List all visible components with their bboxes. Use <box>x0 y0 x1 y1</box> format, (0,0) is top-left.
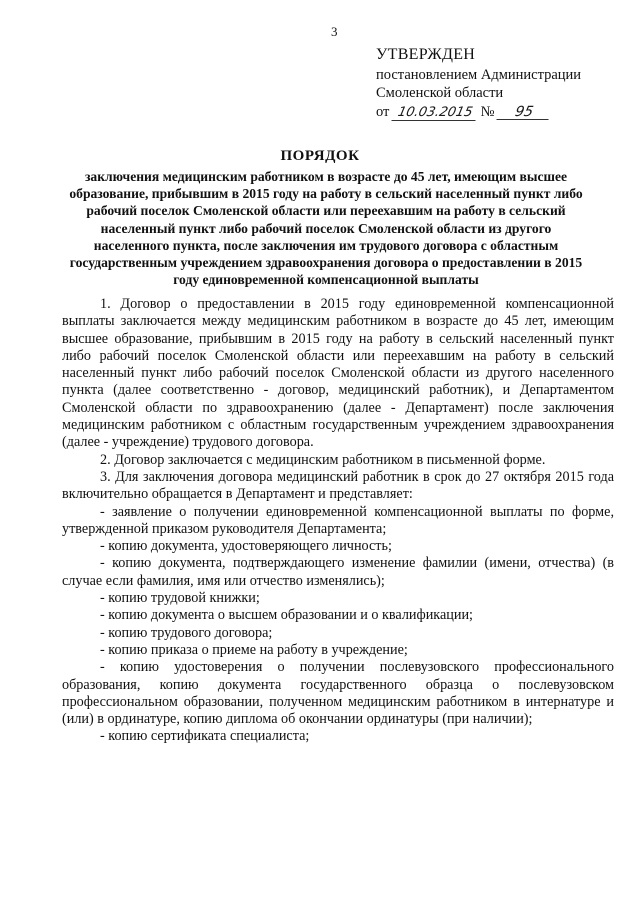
date-prefix: от <box>376 104 390 120</box>
list-item: - копию трудового договора; <box>100 624 273 641</box>
list-item: - копию документа, удостоверяющего личность; <box>100 538 392 555</box>
paragraph-3: 3. Для заключения договора медицинский работник в срок до 27 октября 2015 года включительно обращается в Департамент и представляет: <box>62 468 614 503</box>
approval-date-row <box>376 103 616 121</box>
handwritten-number: 95 <box>497 105 552 120</box>
paragraph-2: 2. Договор заключается с медицинским работником в письменной форме. <box>100 451 546 468</box>
document-title: ПОРЯДОК <box>280 148 360 164</box>
handwritten-date: 10.03.2015 <box>391 106 478 121</box>
document-body <box>62 296 614 746</box>
list-item: - заявление о получении единовременной компенсационной выплаты по форме, утвержденной приказом руководителя Департамента; <box>62 503 614 537</box>
list-item: - копию документа о высшем образовании и о квалификации; <box>100 607 473 624</box>
approval-line-2: Смоленской области <box>376 85 504 101</box>
approval-block <box>376 46 616 121</box>
list-item: - копию приказа о приеме на работу в учреждение; <box>100 641 408 658</box>
document-subtitle: заключения медицинским работником в возрасте до 45 лет, имеющим высшее образование, прибывшим в 2015 году на работу в сельский населенный пункт либо рабочий поселок Смоленской области или переехавшим на работу в сельский населенный пункт либо рабочий поселок Смоленской области из другого населенного пункта, после заключения им трудового договора с областным государственным учреждением здравоохранения договора о предоставлении в 2015 году единовременной компенсационной выплаты <box>69 169 583 288</box>
paragraph-1: 1. Договор о предоставлении в 2015 году единовременной компенсационной выплаты заключается между медицинским работником в возрасте до 45 лет, имеющим высшее образование, прибывшим в 2015 году на работу в сельский населенный пункт либо рабочий поселок Смоленской области или переехавшим на работу в сельский населенный пункт либо рабочий поселок Смоленской области из другого населенного пункта (далее соответственно - договор, медицинский работник), и Департаментом Смоленской области по здравоохранению (далее - Департамент) после заключения медицинским работником с областным государственным учреждением здравоохранения (далее - учреждение) трудового договора. <box>62 296 614 451</box>
list-item: - копию трудовой книжки; <box>100 590 260 607</box>
number-prefix: № <box>480 104 495 120</box>
list-item: - копию сертификата специалиста; <box>100 728 310 745</box>
approval-title: УТВЕРЖДЕН <box>376 46 476 63</box>
approval-line-1: постановлением Администрации <box>376 67 582 83</box>
page-number: 3 <box>331 24 338 39</box>
list-item: - копию удостоверения о получении послевузовского профессионального образования, копию документа государственного образца о послевузовском профессиональном образовании, полученном медицинским работником в интернатуре и (или) в ординатуре, копию диплома об окончании ординатуры (при наличии); <box>62 659 614 728</box>
list-item: - копию документа, подтверждающего изменение фамилии (имени, отчества) (в случае если фамилия, имя или отчество изменялись); <box>62 555 614 589</box>
